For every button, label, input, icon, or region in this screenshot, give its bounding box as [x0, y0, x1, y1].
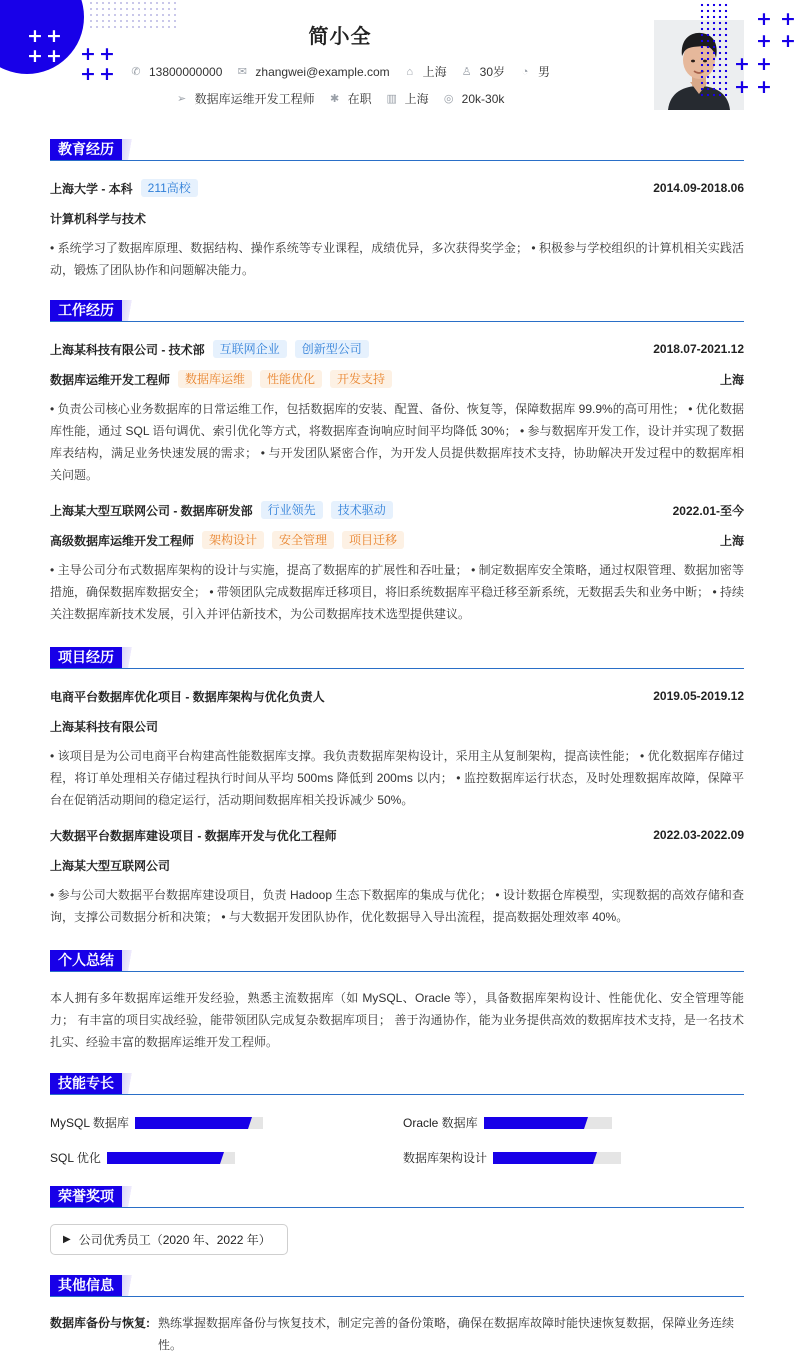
summary-section	[50, 950, 744, 1053]
job-period: 2022.01-至今	[672, 503, 744, 518]
job-company: 上海某科技有限公司 - 技术部	[50, 342, 205, 357]
company-tag: 技术驱动	[331, 501, 393, 519]
project-desc: • 参与公司大数据平台数据库建设项目，负责 Hadoop 生态下数据库的集成与优化； • 设计数据仓库模型，实现数据的高效存储和查询，支撑公司数据分析和决策； • 与大数据开发团队协作，优化数据导入导出流程，提高数据处理效率 40%。	[50, 888, 744, 924]
company-tag: 互联网企业	[213, 340, 287, 358]
project-period: 2019.05-2019.12	[653, 689, 744, 703]
decor-plus-icon: +	[756, 8, 772, 30]
section-header	[50, 647, 744, 669]
role-tag: 性能优化	[260, 370, 322, 388]
company-tag: 行业领先	[261, 501, 323, 519]
decor-plus-icon: +	[756, 30, 772, 52]
skill-bar-fill	[484, 1117, 584, 1129]
age-item	[461, 63, 505, 80]
gender-text: 男	[538, 65, 551, 79]
other-info-label: 数据库备份与恢复:	[50, 1316, 150, 1330]
awards-section	[50, 1186, 744, 1208]
section-title: 教育经历	[50, 139, 122, 160]
project-period: 2022.03-2022.09	[653, 828, 744, 842]
skill-name: SQL 优化	[50, 1151, 101, 1165]
candidate-name: 简小全	[308, 26, 372, 48]
phone-icon: ✆	[131, 66, 141, 78]
education-entry	[50, 178, 744, 198]
decor-plus-icon: +	[80, 43, 96, 65]
email-text: zhangwei@example.com	[255, 64, 390, 79]
award-toggle[interactable]	[50, 1224, 288, 1255]
decor-plus-icon: +	[756, 53, 772, 75]
section-title-tail	[122, 1186, 136, 1207]
project-org-row	[50, 855, 744, 875]
job-location: 上海	[719, 533, 744, 548]
project-desc: • 该项目是为公司电商平台构建高性能数据库支撑。我负责数据库架构设计，采用主从复制架构，提高读性能； • 优化数据库存储过程，将订单处理相关存储过程执行时间从平均 500ms 降低到 200ms 以内； • 监控数据库运行状态，及时处理数据库故障，保障平台在促销活动期间的稳定运行，活动期间数据库相关投诉减少 50%。	[50, 749, 744, 807]
skill-bar-fill	[135, 1117, 248, 1129]
email-item	[236, 65, 389, 79]
role-tag: 数据库运维	[178, 370, 252, 388]
city-text: 上海	[422, 65, 447, 79]
role-tag: 项目迁移	[342, 531, 404, 549]
skill-item	[50, 1149, 235, 1166]
skill-bar-fill	[107, 1152, 220, 1164]
decor-dot-grid	[699, 2, 729, 98]
major-name: 计算机科学与技术	[50, 211, 147, 226]
projects-section	[50, 647, 744, 928]
job-role: 数据库运维开发工程师	[50, 372, 171, 387]
section-header	[50, 1275, 744, 1297]
phone-item	[130, 65, 222, 79]
position-item	[176, 90, 315, 107]
salary-text: 20k-30k	[461, 91, 505, 106]
decor-plus-icon: +	[46, 25, 62, 47]
city-item	[404, 63, 447, 80]
send-icon: ➢	[177, 93, 187, 105]
job-entry	[50, 339, 744, 359]
section-title: 工作经历	[50, 300, 122, 321]
work-section	[50, 300, 744, 625]
age-icon: ♙	[461, 66, 472, 78]
skill-bar	[107, 1152, 235, 1164]
section-title: 技能专长	[50, 1073, 122, 1094]
decor-plus-icon: +	[99, 63, 115, 85]
skill-name: 数据库架构设计	[403, 1151, 488, 1165]
job-location: 上海	[719, 372, 744, 387]
section-title: 荣誉奖项	[50, 1186, 122, 1207]
section-title: 项目经历	[50, 647, 122, 668]
target-city-text: 上海	[404, 92, 429, 106]
home-icon: ⌂	[406, 65, 413, 78]
decor-plus-icon: +	[780, 30, 796, 52]
section-header	[50, 1186, 744, 1208]
section-title-tail	[122, 1073, 136, 1094]
skills-section	[50, 1073, 744, 1095]
company-tag: 创新型公司	[295, 340, 369, 358]
summary-text: 本人拥有多年数据库运维开发经验，熟悉主流数据库（如 MySQL、Oracle 等），具备数据库架构设计、性能优化、安全管理等能力； 有丰富的项目实战经验，能带领团队完成复杂数据库项目； 善于沟通协作，能为业务提供高效的数据库技术支持，是一名技术扎实、经验丰富的数据库运维开发工程师。	[50, 991, 744, 1049]
decor-plus-icon: +	[27, 25, 43, 47]
section-title-tail	[122, 1275, 136, 1296]
status-icon: ✱	[330, 93, 340, 105]
gender-item	[519, 63, 550, 80]
project-entry	[50, 825, 744, 845]
target-city-item	[386, 90, 429, 107]
section-header	[50, 950, 744, 972]
project-name: 电商平台数据库优化项目 - 数据库架构与优化负责人	[50, 689, 325, 704]
section-title-tail	[122, 139, 136, 160]
skill-bar-fill	[493, 1152, 593, 1164]
skill-item	[403, 1149, 621, 1166]
education-desc: • 系统学习了数据库原理、数据结构、操作系统等专业课程，成绩优异，多次获得奖学金； • 积极参与学校组织的计算机相关实践活动，锻炼了团队协作和问题解决能力。	[50, 241, 744, 277]
job-desc: • 负责公司核心业务数据库的日常运维工作，包括数据库的安装、配置、备份、恢复等，保障数据库 99.9%的高可用性； • 优化数据库性能，通过 SQL 语句调优、索引优化等方式，将数据库查询响应时间平均降低 30%； • 参与数据库开发工作，设计并实现了数据库表结构，满足业务快速发展的需求； • 与开发团队紧密合作，为开发人员提供数据库技术支持，协助解决开发过程中的数据库相关问题。	[50, 402, 744, 482]
school-tag: 211高校	[141, 179, 198, 197]
decor-plus-icon: +	[27, 45, 43, 67]
job-company: 上海某大型互联网公司 - 数据库研发部	[50, 503, 253, 518]
salary-item	[443, 92, 505, 106]
award-text: 公司优秀员工（2020 年、2022 年）	[78, 1233, 271, 1247]
skill-bar	[135, 1117, 263, 1129]
section-header	[50, 139, 744, 161]
section-header	[50, 300, 744, 322]
age-text: 30岁	[479, 65, 506, 79]
decor-plus-icon: +	[780, 8, 796, 30]
gender-icon: ◔	[521, 65, 529, 78]
project-org-row	[50, 716, 744, 736]
section-title-tail	[122, 647, 136, 668]
other-section	[50, 1275, 744, 1356]
project-org: 上海某科技有限公司	[50, 719, 159, 734]
section-title: 其他信息	[50, 1275, 122, 1296]
section-title: 个人总结	[50, 950, 122, 971]
role-tag: 架构设计	[202, 531, 264, 549]
building-icon: ▥	[386, 93, 397, 105]
other-info-row	[50, 1312, 744, 1356]
job-period: 2018.07-2021.12	[653, 342, 744, 356]
decor-plus-icon: +	[46, 45, 62, 67]
job-intent-row	[0, 90, 680, 107]
phone-text: 13800000000	[148, 64, 223, 79]
role-tag: 安全管理	[272, 531, 334, 549]
job-role-row	[50, 530, 744, 550]
mail-icon: ✉	[237, 66, 247, 78]
contact-info-row	[0, 63, 680, 80]
skill-item	[403, 1114, 612, 1131]
project-org: 上海某大型互联网公司	[50, 858, 171, 873]
position-text: 数据库运维开发工程师	[194, 92, 315, 106]
project-name: 大数据平台数据库建设项目 - 数据库开发与优化工程师	[50, 828, 337, 843]
decor-plus-icon: +	[734, 76, 750, 98]
skill-item	[50, 1114, 263, 1131]
school-name: 上海大学 - 本科	[50, 181, 133, 196]
other-info-value: 熟练掌握数据库备份与恢复技术，制定完善的备份策略，确保在数据库故障时能快速恢复数据，保障业务连续性。	[158, 1316, 735, 1352]
decor-plus-icon: +	[734, 53, 750, 75]
job-role-row	[50, 369, 744, 389]
job-role: 高级数据库运维开发工程师	[50, 533, 195, 548]
job-desc: • 主导公司分布式数据库架构的设计与实施，提高了数据库的扩展性和吞吐量； • 制定数据库安全策略，通过权限管理、数据加密等措施，确保数据库数据安全； • 带领团队完成数据库迁移项目，将旧系统数据库平稳迁移至新系统，无数据丢失和业务中断； • 持续关注数据库新技术发展，引入并评估新技术，为公司数据库技术选型提供建议。	[50, 563, 744, 621]
skill-bar	[493, 1152, 621, 1164]
skill-name: Oracle 数据库	[403, 1116, 478, 1130]
caret-right-icon: ▶	[63, 1234, 71, 1245]
section-header	[50, 1073, 744, 1095]
section-title-tail	[122, 950, 136, 971]
major-row	[50, 208, 744, 228]
role-tag: 开发支持	[330, 370, 392, 388]
job-entry	[50, 500, 744, 520]
skill-bar	[484, 1117, 612, 1129]
decor-plus-icon: +	[80, 63, 96, 85]
section-title-tail	[122, 300, 136, 321]
project-entry	[50, 686, 744, 706]
money-icon: ◎	[443, 93, 454, 105]
status-item	[329, 90, 372, 107]
education-section	[50, 139, 744, 281]
education-period: 2014.09-2018.06	[653, 181, 744, 195]
decor-plus-icon: +	[99, 43, 115, 65]
skill-name: MySQL 数据库	[50, 1116, 129, 1130]
decor-plus-icon: +	[756, 76, 772, 98]
status-text: 在职	[347, 92, 372, 106]
